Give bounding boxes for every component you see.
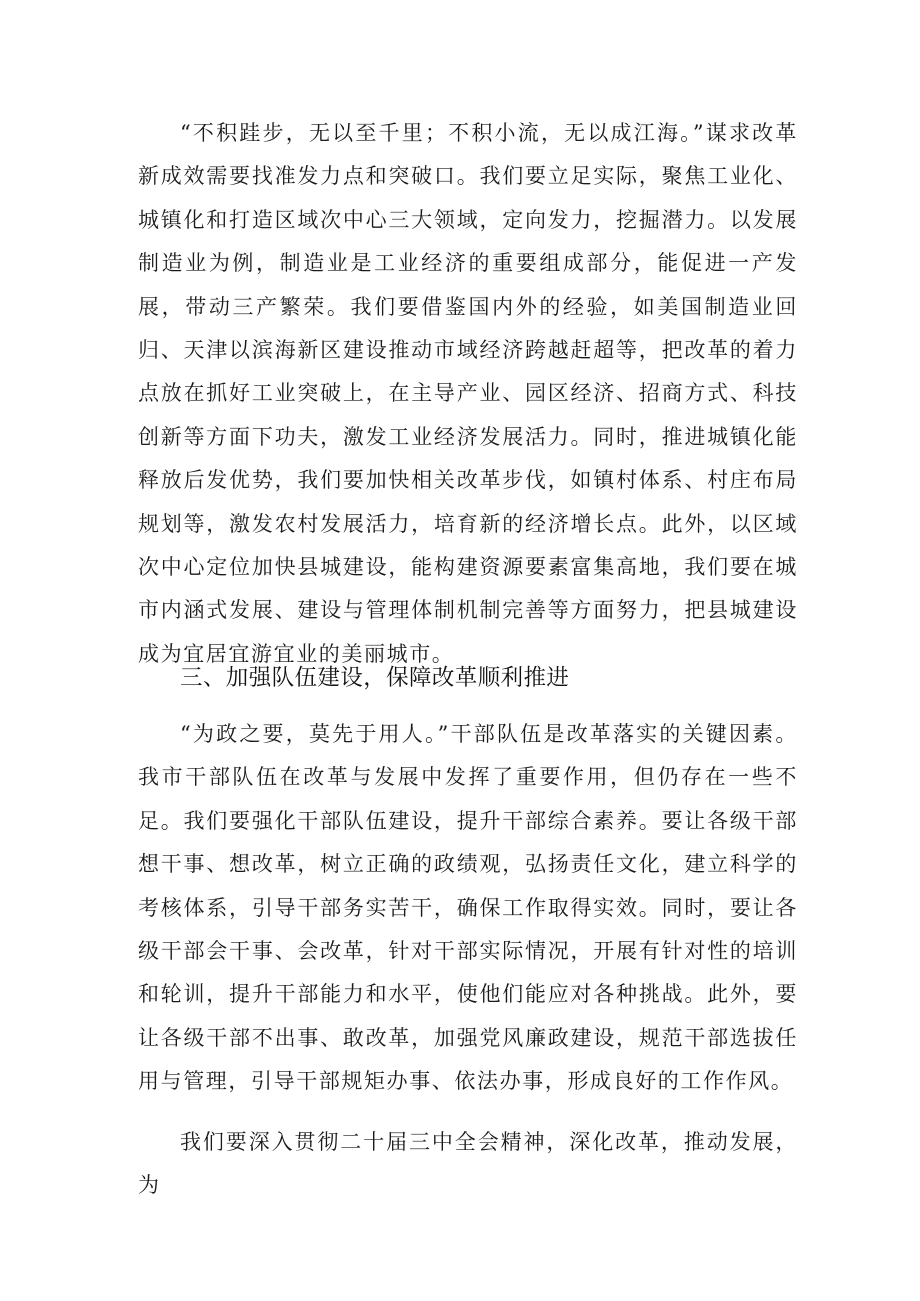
body-paragraph-conclusion: 我们要深入贯彻二十届三中全会精神，深化改革，推动发展，为 [138, 1130, 798, 1198]
body-paragraph-reform-focus: “不积跬步，无以至千里；不积小流，无以成江海。”谋求改革新成效需要找准发力点和突破口。我们要立足实际，聚焦工业化、城镇化和打造区域次中心三大领域，定向发力，挖掘潜力。以发展制造业为例，制造业是工业经济的重要组成部分，能促进一产发展，带动三产繁荣。我们要借鉴国内外的经验，如美国制造业回归、天津以滨海新区建设推动市域经济跨越赶超等，把改革的着力点放在抓好工业突破上，在主导产业、园区经济、招商方式、科技创新等方面下功夫，激发工业经济发展活力。同时，推进城镇化能释放后发优势，我们要加快相关改革步伐，如镇村体系、村庄布局规划等，激发农村发展活力，培育新的经济增长点。此外，以区域次中心定位加快县城建设，能构建资源要素富集高地，我们要在城市内涵式发展、建设与管理体制机制完善等方面努力，把县城建设成为宜居宜游宜业的美丽城市。 [138, 121, 798, 666]
body-paragraph-cadre-team: “为政之要，莫先于用人。”干部队伍是改革落实的关键因素。我市干部队伍在改革与发展中发挥了重要作用，但仍存在一些不足。我们要强化干部队伍建设，提升干部综合素养。要让各级干部想干事、想改革，树立正确的政绩观，弘扬责任文化，建立科学的考核体系，引导干部务实苦干，确保工作取得实效。同时，要让各级干部会干事、会改革，针对干部实际情况，开展有针对性的培训和轮训，提升干部能力和水平，使他们能应对各种挑战。此外，要让各级干部不出事、敢改革，加强党风廉政建设，规范干部选拔任用与管理，引导干部规矩办事、依法办事，形成良好的工作作风。 [138, 722, 798, 1094]
section-heading-team-building: 三、加强队伍建设，保障改革顺利推进 [180, 665, 570, 691]
